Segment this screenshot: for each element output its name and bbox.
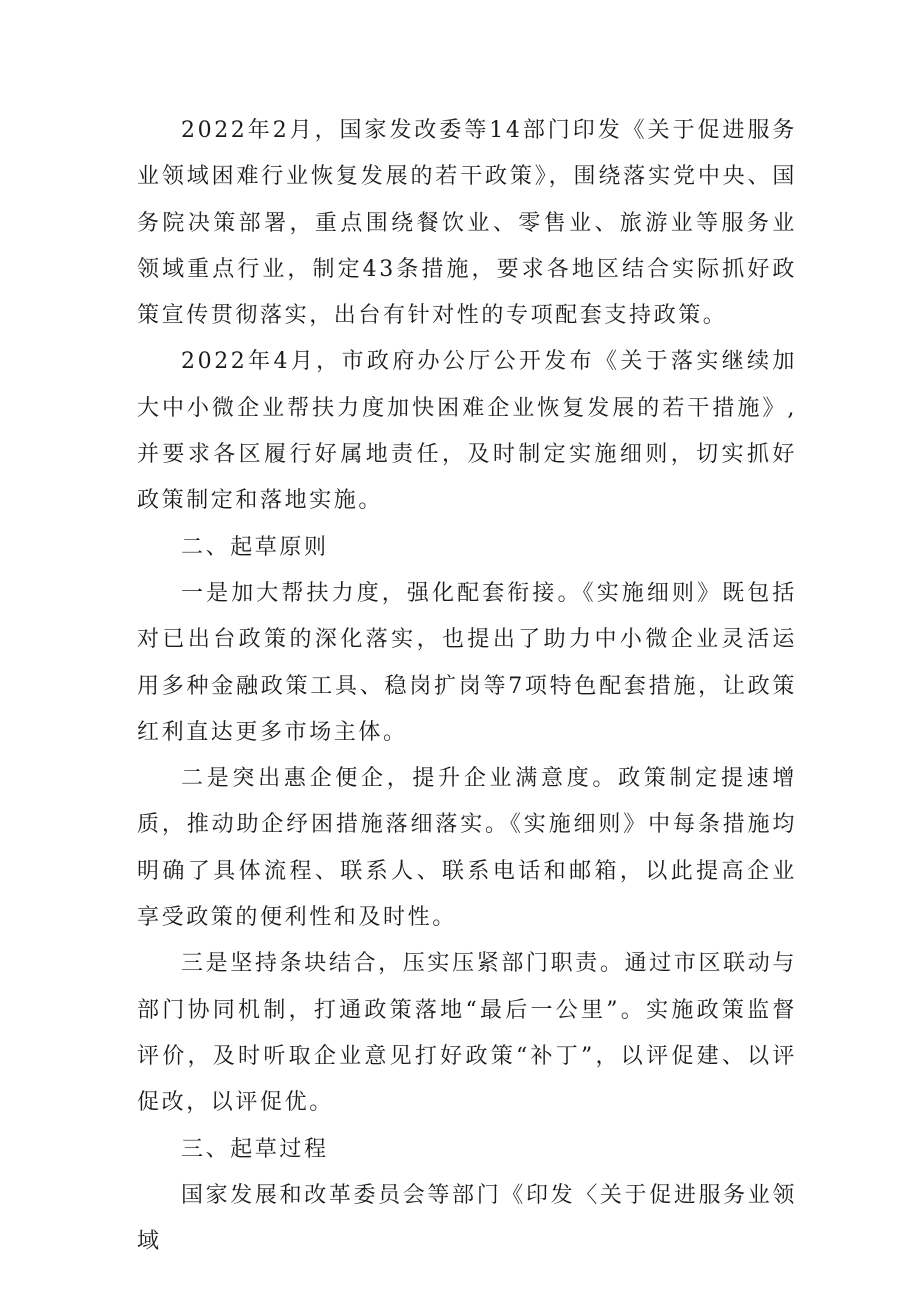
- paragraph-principle-three: 三是坚持条块结合，压实压紧部门职责。通过市区联动与部门协同机制，打通政策落地“最后一公里”。实施政策监督评价，及时听取企业意见打好政策“补丁”，以评促建、以评促改，以评促优。: [137, 951, 797, 1116]
- paragraph-principle-one: 一是加大帮扶力度，强化配套衔接。《实施细则》既包括对已出台政策的深化落实，也提出了助力中小微企业灵活运用多种金融政策工具、稳岗扩岗等7项特色配套措施，让政策红利直达更多市场主体。: [137, 580, 797, 745]
- section-heading-drafting-principles: 二、起草原则: [181, 534, 329, 560]
- paragraph-policy-apr-2022: 2022年4月，市政府办公厅公开发布《关于落实继续加大中小微企业帮扶力度加快困难企业恢复发展的若干措施》,并要求各区履行好属地责任，及时制定实施细则，切实抓好政策制定和落地实施。: [137, 349, 797, 514]
- paragraph-principle-two: 二是突出惠企便企，提升企业满意度。政策制定提速增质，推动助企纾困措施落细落实。《实施细则》中每条措施均明确了具体流程、联系人、联系电话和邮箱，以此提高企业享受政策的便利性和及时性。: [137, 766, 797, 931]
- paragraph-drafting-process: 国家发展和改革委员会等部门《印发〈关于促进服务业领域: [137, 1182, 797, 1255]
- section-heading-drafting-process: 三、起草过程: [181, 1136, 329, 1162]
- document-body: [137, 108, 797, 1265]
- paragraph-policy-feb-2022: 2022年2月，国家发改委等14部门印发《关于促进服务业领域困难行业恢复发展的若干政策》，围绕落实党中央、国务院决策部署，重点围绕餐饮业、零售业、旅游业等服务业领域重点行业，制定43条措施，要求各地区结合实际抓好政策宣传贯彻落实，出台有针对性的专项配套支持政策。: [137, 118, 797, 329]
